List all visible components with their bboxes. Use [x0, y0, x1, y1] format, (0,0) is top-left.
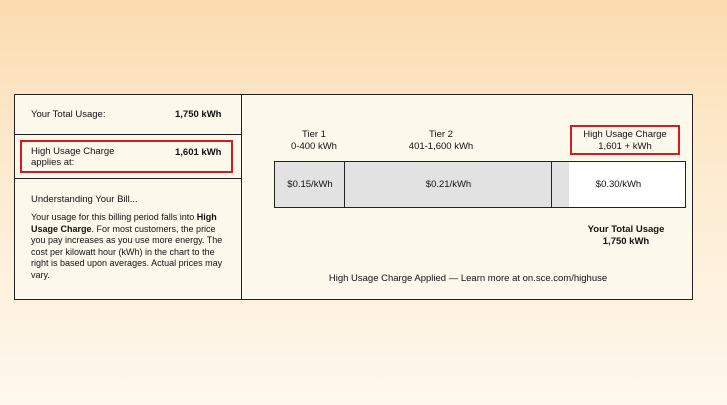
- explanation-text-bold: High Usage Charge: [31, 212, 217, 234]
- explanation-text-end: . For most customers, the price you pay increases as you use more energy. The cost per kilowatt hour (kWh) in the chart to the right is based upon averages. Actual prices may vary.: [31, 223, 223, 280]
- tier1-name: Tier 1: [302, 129, 326, 140]
- usage-summary-left-column: [15, 95, 242, 299]
- high-usage-range: 1,601 + kWh: [598, 141, 652, 152]
- total-usage-row: [15, 95, 241, 135]
- tier1-price: $0.15/kWh: [287, 179, 333, 190]
- tier2-header: [381, 129, 501, 153]
- tier2-price-bar: [344, 161, 553, 208]
- high-usage-name: High Usage Charge: [583, 129, 667, 140]
- high-usage-price-bar: [551, 161, 686, 208]
- threshold-label-line2: applies at:: [31, 157, 75, 168]
- high-usage-price: $0.30/kWh: [595, 179, 642, 190]
- total-usage-label: Your Total Usage:: [31, 109, 106, 120]
- tier1-header: [281, 129, 347, 153]
- total-usage-value: 1,750 kWh: [175, 109, 222, 120]
- high-usage-header: [570, 129, 680, 153]
- threshold-value: 1,601 kWh: [175, 147, 222, 158]
- high-usage-footer-note: High Usage Charge Applied — Learn more at on.sce.com/highuse: [328, 273, 608, 284]
- high-usage-threshold-row: [15, 135, 241, 179]
- tier1-price-bar: [274, 161, 346, 208]
- understanding-bill-text: [31, 212, 231, 281]
- usage-summary-panel: [14, 94, 693, 300]
- chart-total-usage: [571, 224, 681, 248]
- understanding-bill-title: Understanding Your Bill...: [31, 194, 138, 205]
- tier2-name: Tier 2: [429, 129, 453, 140]
- tier2-range: 401-1,600 kWh: [408, 141, 474, 152]
- threshold-label-line1: High Usage Charge: [31, 146, 115, 157]
- chart-total-usage-value: 1,750 kWh: [602, 236, 650, 247]
- tier1-range: 0-400 kWh: [291, 141, 337, 152]
- chart-total-usage-label: Your Total Usage: [587, 224, 665, 235]
- tier2-price: $0.21/kWh: [425, 179, 472, 190]
- explanation-text-start: Your usage for this billing period falls into: [31, 212, 197, 222]
- threshold-label: [31, 146, 114, 168]
- high-usage-consumed-segment: [552, 162, 569, 207]
